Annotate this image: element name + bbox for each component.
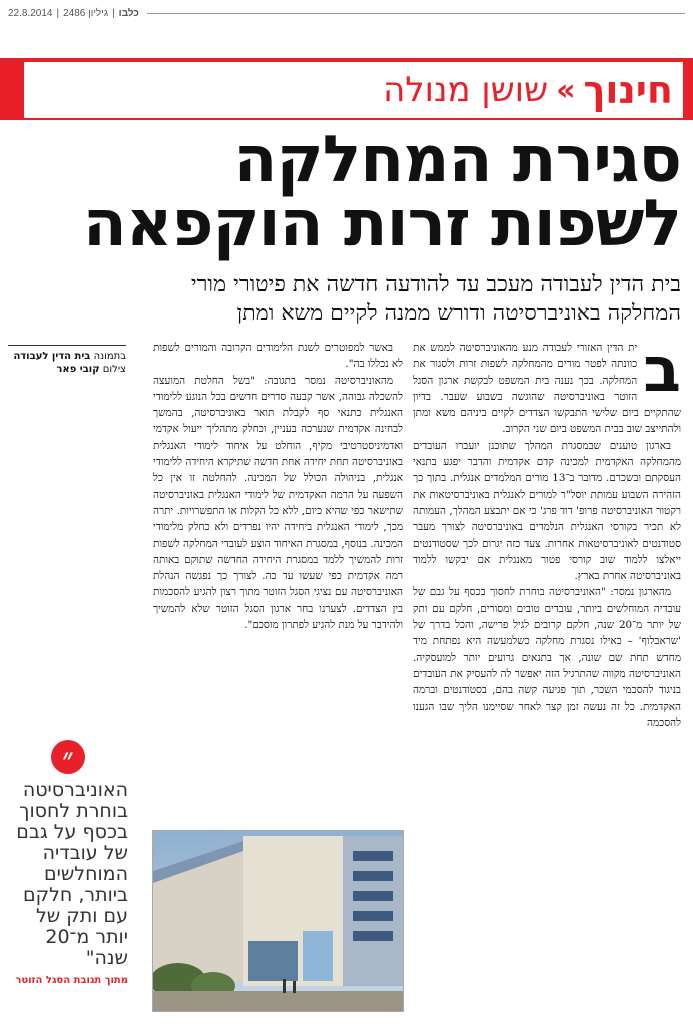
- paragraph: בארגון טוענים שבמסגרת המהלך שתוכנן יועברו העובדים מהמחלקה האקדמית למכינה קדם אקדמית והדבר יפגע בתנאי העסקתם ובשכרם. מדובר ב־13 מורים המלמדים אנגלית. בתוך כך הזהירה השבוע עמותת יוסל"ר למורים לאנגלית באוניברסיטאות את רקטור האוניברסיטה פרופ' דוד פרג' כי אם יתבצע המהלך, העמותה לא תכיר בקורסי האנגלית הנלמדים באוניברסיטה לצורך מעבר סטודנטים לאוניברסיטאות אחרות. צעד כזה יגרום לכך שסטודנטים ייאלצו ללמוד שוב קורסי פטור מאנגלית אם יבקשו ללמוד באוניברסיטה אחרת בארץ.: [413, 439, 681, 583]
- section-category: חינוך: [583, 68, 673, 112]
- masthead-issue: גיליון 2486: [63, 7, 109, 19]
- photo-caption: [8, 345, 126, 376]
- section-banner: [0, 58, 693, 120]
- masthead-pub: כלבו: [118, 7, 139, 19]
- paragraph: מהאוניברסיטה נמסר בתגובה: "בשל החלטת המועצה להשכלה גבוהה, אשר קבעה סדרים חדשים בכל הנוגע ללימודי האנגלית כתנאי סף לקבלת תואר באוניברסיטה, בהמשך לבחינה אקדמית שנערכה בעניין, וכחלק מתהליך ייעול אקדמי ואדמיניסטרטיבי מקיף, הוחלט על איחוד לימודי האנגלית באוניברסיטה תחת יחידה אחת חדשה שתיקרא היחידה ללימודי אנגלית, בניהולה הכולל של המכינה. להחלטה זו אין כל השפעה על הרמה האקדמית של לימודי האנגלית באוניברסיטה שתישאר כפי שהיא כיום, ללא כל הקלות או התפשרויות. יתרה מכך, לימודי האנגלית ביחידה יהיו נפרדים ולא כחלק מלימודי המכינה. בנוסף, במסגרת האיחוד הוצע לעובדי המחלקה לשפות זרות להמשיך ללמד במסגרת היחידה החדשה שתוקם באותה רמה אקדמית כפי שעשו עד כה. לצורך כך נפגשה הנהלת האוניברסיטה עם נציגי הסגל הזוטר מתוך רצון להגיע להסכמות בין הצדדים. לצערנו בחר ארגון הסגל הזוטר שלא להמשיך ולהידבר על מנת להגיע לפתרון מוסכם".: [153, 374, 403, 632]
- article-column-1: [413, 333, 681, 731]
- headline: [8, 123, 681, 261]
- banner-stub: [0, 58, 10, 120]
- masthead-rule: [147, 13, 685, 14]
- paragraph: מהארגון נמסר: "האוניברסיטה בוחרת לחסוך בכסף על גבם של עובדיה המוחלשים ביותר, עובדים טובים ומסורים, חלקם עם ותק של יותר מ־20 שנה, חלקם קרובים לגיל פרישה, והכל בדרך של 'שראבלוף' – כאילו נסגרת מחלקה כשלמעשה היא נפתחת מיד מחדש תחת שם שונה, אך בתנאים גרועים יותר למועסקיה. האוניברסיטה מקווה שהתרגיל הזה יאפשר לה להעסיק את העובדים בניגוד להסכמי השכר, תוך פגיעה קשה בהם, בסטודנטים וברמה האקדמית. כל זה נעשה זמן קצר לאחר שסיימנו הליך שבו הגענו להסכמה: [413, 586, 681, 729]
- drop-cap: ב: [643, 333, 681, 406]
- building-illustration: [153, 831, 403, 1011]
- caption-prefix: בתמונה: [93, 351, 126, 362]
- masthead: [8, 6, 685, 20]
- pull-quote: [8, 740, 128, 987]
- article-column-2: [153, 340, 403, 633]
- pull-quote-text: האוניברסיטה בוחרת לחסוך בכסף על גבם של עובדיה המוחלשים ביותר, חלקם עם ותק של יותר מ־20 שנה": [16, 779, 128, 969]
- masthead-sep-1: |: [56, 7, 60, 19]
- paragraph: באשר למפוטרים לשנת הלימודים הקרובה והמורים לשפות לא נכללו בה".: [153, 342, 403, 371]
- pull-quote-source: מתוך תגובת הסגל הזוטר: [15, 975, 128, 986]
- double-chevron-icon: »: [556, 72, 576, 108]
- banner-inner: [24, 62, 683, 118]
- building-photo: [152, 830, 404, 1012]
- masthead-sep-2: |: [112, 7, 115, 19]
- subhead-line-2: המחלקה באוניברסיטה ודורש ממנה לקיים משא ומתן: [236, 301, 681, 326]
- caption-credit-name: קובי פאר: [56, 364, 100, 375]
- caption-subject: בית הדין לעבודה: [13, 351, 91, 362]
- headline-line-1: סגירת המחלקה: [233, 123, 681, 197]
- author-name: שושן מנולה: [383, 70, 549, 110]
- headline-line-2: לשפות זרות הוקפאה: [82, 187, 681, 261]
- quote-icon: ״: [51, 740, 85, 774]
- paragraph: ית הדין האזורי לעבודה מנע מהאוניברסיטה לממש את כוונתה לפטר מורים מהמחלקה לשפות זרות ולסגור את המחלקה. בכך נענה בית המשפט לבקשת ארגון הסגל הזוטר באוניברסיטה שהוגשה בשבוע שעבר. בדיון שהתקיים ביום שלישי התבקשו הצדדים לקיים ביניהם משא ומתן ולהתייצב שוב בבית המשפט ביום שני הקרוב.: [413, 342, 681, 436]
- subhead-line-1: בית הדין לעבודה מעכב עד להודעה חדשה את פיטורי מורי: [190, 272, 681, 297]
- subheadline: [8, 270, 681, 328]
- caption-credit-label: צילום: [102, 364, 126, 375]
- masthead-date: 22.8.2014: [8, 7, 53, 19]
